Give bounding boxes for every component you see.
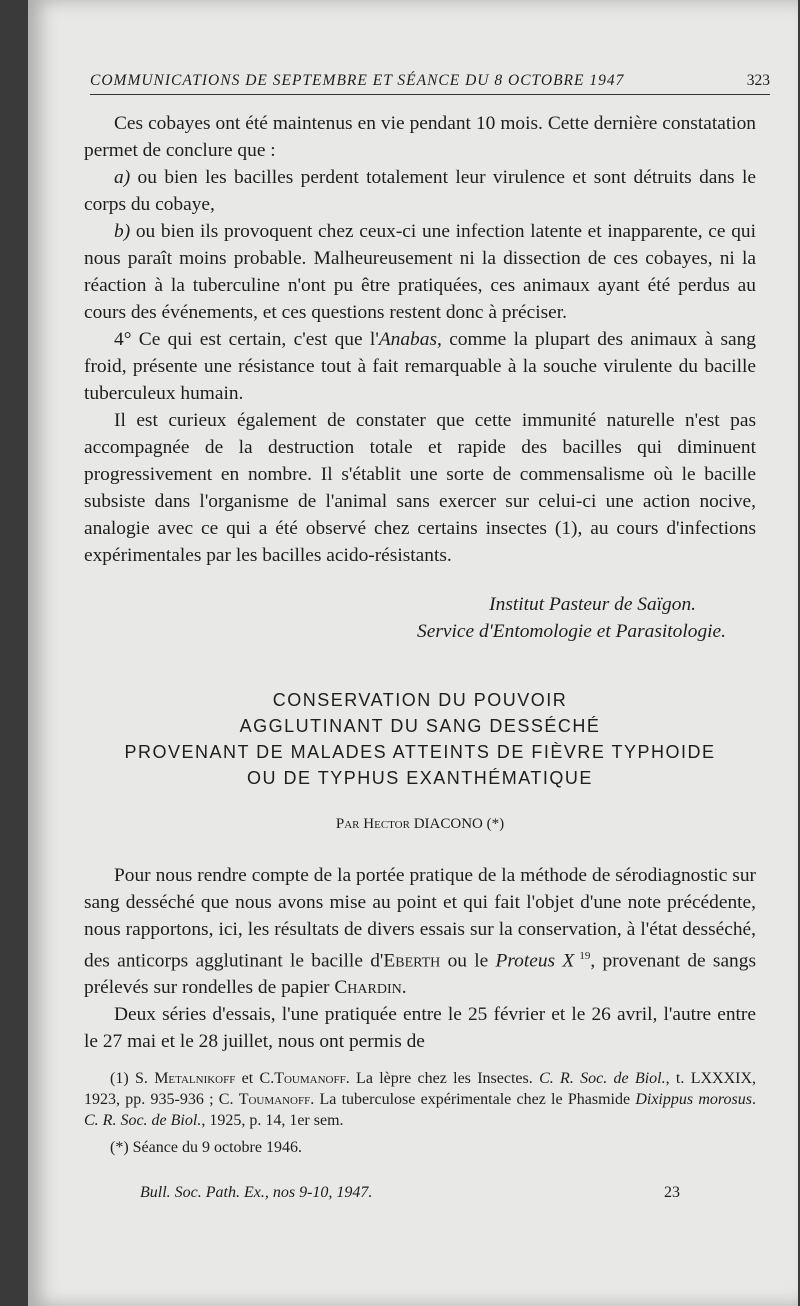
species-name: Dixippus morosus: [635, 1091, 752, 1108]
paragraph-serodiagnostic: [84, 862, 756, 1001]
text-run: , provenant de sangs prélevés sur rondelles de papier: [84, 950, 756, 999]
author-name: Metalnikoff: [154, 1070, 236, 1087]
text-run: et C.: [235, 1070, 275, 1087]
affiliation-service: Service d'Entomologie et Parasitologie.: [417, 621, 726, 642]
list-label-b: b): [114, 221, 131, 242]
footnote-1: [84, 1068, 756, 1131]
paragraph-immunite: Il est curieux également de constater que cette immunité naturelle n'est pas accompagnée de la destruction totale et rapide des bacilles qui diminuent progressivement en nombre. Il s'établit une sorte de commensalisme où le bacille subsiste dans l'organisme de l'animal sans exercer sur celui-ci une action nocive, analogie avec ce qui a été observé chez certains insectes (1), au cours d'infections expérimentales par les bacilles acido-résistants.: [84, 410, 756, 566]
paragraph-series: Deux séries d'essais, l'une pratiquée entre le 25 février et le 26 avril, l'autre entre le 27 mai et le 28 juillet, nous ont permis de: [84, 1004, 756, 1053]
journal-name: C. R. Soc. de Biol.: [84, 1112, 202, 1129]
journal-name: C. R. Soc. de Biol.: [539, 1070, 666, 1087]
title-line-2: AGGLUTINANT DU SANG DESSÉCHÉ: [239, 716, 601, 736]
name-proteus: Proteus X: [495, 950, 575, 972]
main-text: [84, 110, 756, 1055]
footnotes: [84, 1068, 756, 1158]
title-line-4: OU DE TYPHUS EXANTHÉMATIQUE: [247, 768, 593, 788]
footnote-session: (*) Séance du 9 octobre 1946.: [110, 1139, 302, 1156]
text-run: , t. LXXXIX, 1923, pp. 935-936 ; C.: [84, 1070, 757, 1108]
text-run: .: [752, 1091, 756, 1108]
paragraph-4: [84, 326, 756, 407]
paragraph-cobayes: Ces cobayes ont été maintenus en vie pendant 10 mois. Cette dernière constatation permet de conclure que :: [84, 113, 756, 161]
paragraph-4-pre: 4° Ce qui est certain, c'est que l': [114, 329, 379, 350]
species-anabas: Anabas: [378, 329, 437, 350]
journal-citation: Bull. Soc. Path. Ex., nos 9-10, 1947.: [140, 1184, 373, 1201]
signature-mark: 23: [664, 1184, 680, 1201]
scanned-page: [28, 0, 798, 1306]
text-run: . La tuberculose expérimentale chez le Phasmide: [310, 1091, 636, 1108]
text-run: , 1925, p. 14, 1er sem.: [201, 1112, 344, 1129]
article-title: [84, 687, 756, 791]
page-number: 323: [746, 72, 770, 89]
title-line-3: PROVENANT DE MALADES ATTEINTS DE FIÈVRE TYPHOIDE: [124, 742, 716, 762]
affiliation-institute: Institut Pasteur de Saïgon.: [489, 594, 696, 615]
text-run: (1) S.: [110, 1070, 155, 1087]
paragraph-a-text: ou bien les bacilles perdent totalement leur virulence et sont détruits dans le corps du cobaye,: [84, 167, 756, 215]
list-label-a: a): [114, 167, 131, 188]
title-line-1: CONSERVATION DU POUVOIR: [272, 690, 568, 710]
text-run: ou le: [440, 950, 496, 972]
paragraph-4-post: , comme la plupart des animaux à sang froid, présente une résistance tout à fait remarquable à la souche virulente du bacille tuberculeux humain.: [84, 329, 756, 404]
paragraph-b: [84, 218, 756, 326]
running-header: [90, 72, 770, 95]
text-run: .: [401, 977, 407, 999]
author-name: Toumanoff: [238, 1091, 311, 1108]
author-byline: Par Hector DIACONO (*): [335, 816, 505, 832]
page-footer: [140, 1184, 680, 1202]
running-title: COMMUNICATIONS DE SEPTEMBRE ET SÉANCE DU 8 OCTOBRE 1947: [90, 72, 625, 89]
author-name: Toumanoff: [274, 1070, 346, 1087]
paragraph-b-text: ou bien ils provoquent chez ceux-ci une infection latente et inapparente, ce qui nous paraît moins probable. Malheureusement ni la dissection de ces cobayes, ni la réaction à la tuberculine n'ont pu être pratiquées, ces animaux ayant été perdus au cours des événements, et ces questions restent donc à préciser.: [84, 221, 756, 323]
text-run: . La lèpre chez les Insectes.: [345, 1070, 540, 1087]
paragraph-a: [84, 164, 756, 218]
text-run: Pour nous rendre compte de la portée pratique de la méthode de sérodiagnostic sur sang desséché que nous avons mise au point et qui fait l'objet d'une note précédente, nous rapportons, ici, les résultats de divers essais sur la conservation, à l'état desséché, des anticorps agglutinant le bacille d': [84, 865, 756, 972]
superscript-19: 19: [574, 950, 591, 962]
name-chardin: Chardin: [334, 977, 402, 999]
name-eberth: Eberth: [383, 950, 441, 972]
